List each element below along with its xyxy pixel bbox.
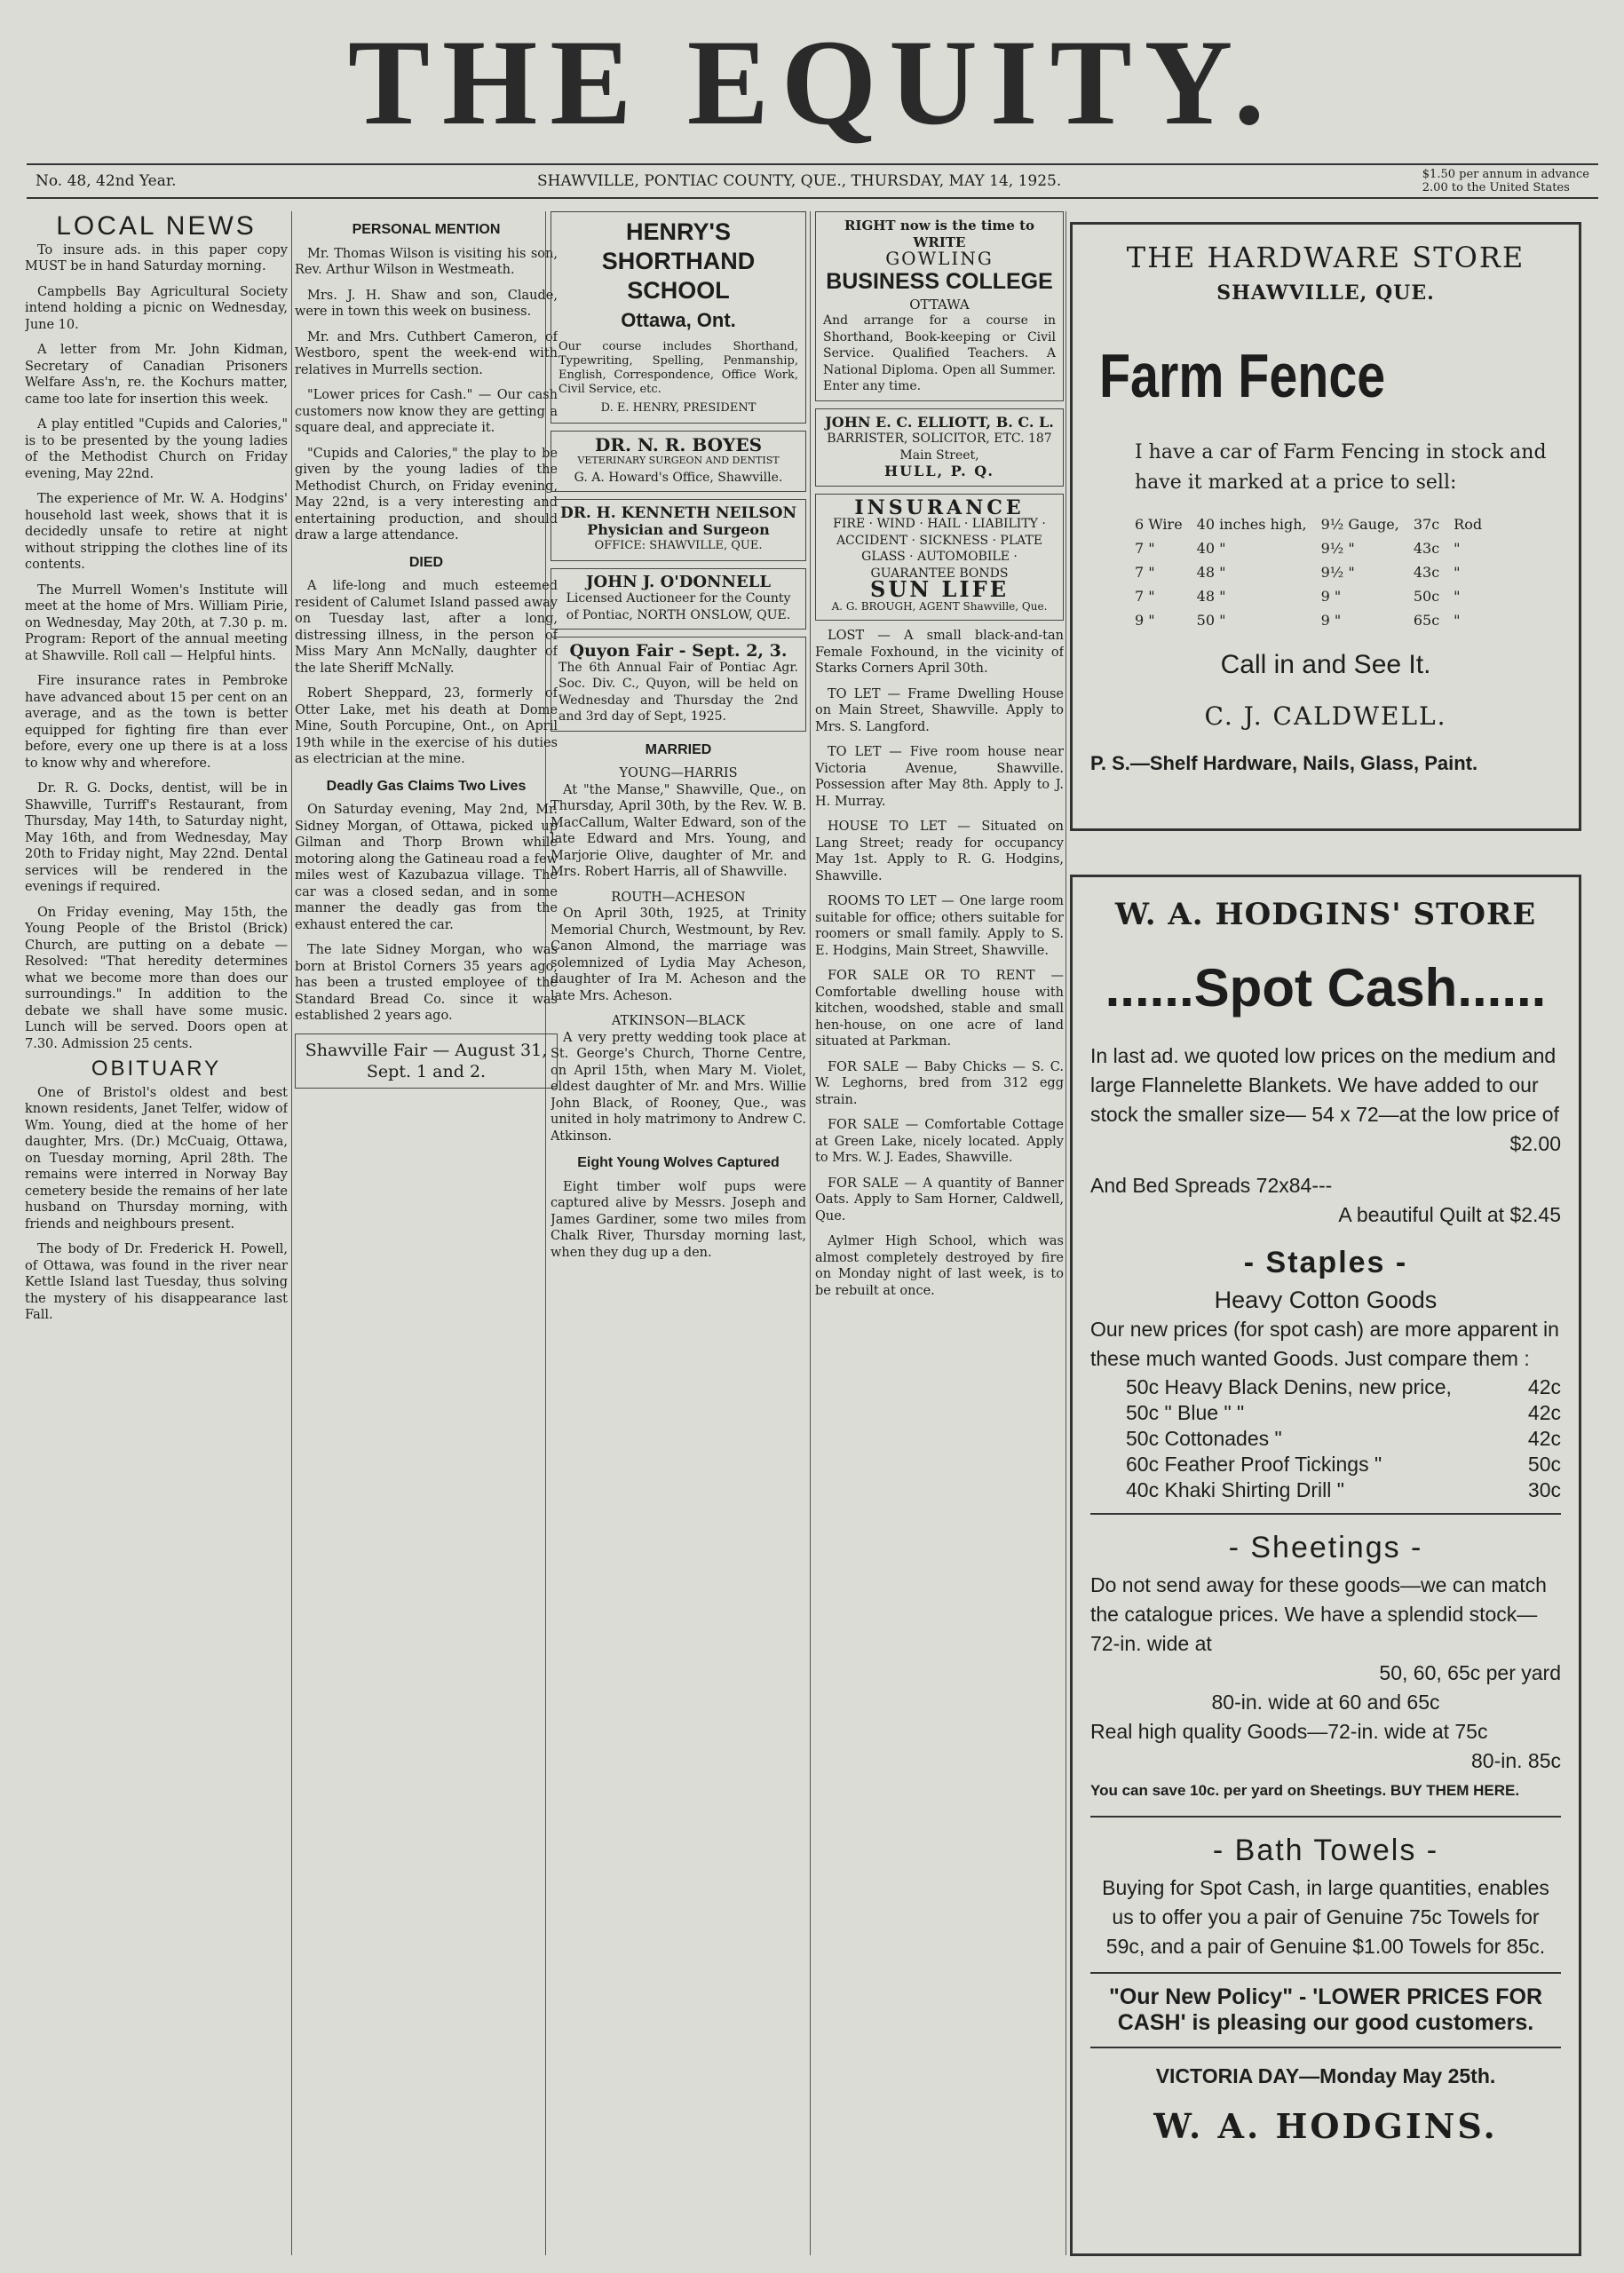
goods-name: 60c Feather Proof Tickings " — [1126, 1453, 1382, 1476]
fence-row — [1135, 536, 1496, 560]
hardware-store-ad — [1070, 222, 1581, 831]
issue-number: No. 48, 42nd Year. — [36, 172, 177, 190]
fence-cell: Rod — [1454, 516, 1483, 533]
henrys-shorthand-ad — [551, 211, 806, 424]
fence-cell: 48 " — [1196, 564, 1226, 581]
henry-title: HENRY'S — [626, 218, 731, 245]
article-paragraph: Dr. R. G. Docks, dentist, will be in Shawville, Turriff's Restaurant, from Thursday, May 14th, to Saturday night, May 16th, and from Wednesday, May 20th to Friday night, May 22nd. Dental services will be rendered in the evenings if required. — [25, 781, 288, 894]
gowling-tagline: RIGHT now is the time to WRITE — [844, 218, 1035, 250]
goods-name: 50c " Blue " " — [1126, 1401, 1245, 1424]
goods-item — [1126, 1375, 1561, 1399]
neilson-name: DR. H. KENNETH NEILSON — [559, 504, 797, 522]
column-cards — [551, 211, 806, 2255]
column-rule — [291, 211, 292, 2255]
fence-cell: 43c — [1413, 540, 1440, 557]
sheeting-price: 50, 60, 65c per yard — [1379, 1661, 1561, 1684]
fence-cell: 9 " — [1320, 612, 1342, 629]
article-paragraph: A life-long and much esteemed resident of Calumet Island passed away on Tuesday last, after a long, distressing illness, in the person of Miss Mary Ann McNally, daughter of the late Sheriff McNally. — [295, 579, 558, 676]
cotton-goods-subheading: Heavy Cotton Goods — [1214, 1287, 1438, 1313]
neilson-office: OFFICE: SHAWVILLE, QUE. — [594, 539, 763, 552]
new-policy-text: "Our New Policy" - 'LOWER PRICES FOR CASH' is pleasing our good customers. — [1108, 1984, 1543, 2035]
fence-row — [1135, 512, 1496, 536]
gas-article-heading: Deadly Gas Claims Two Lives — [326, 778, 527, 794]
goods-item — [1126, 1453, 1561, 1477]
hardware-postscript: P. S.—Shelf Hardware, Nails, Glass, Paint. — [1090, 752, 1478, 774]
quyon-body: The 6th Annual Fair of Pontiac Agr. Soc. Div. C., Quyon, will be held on Wednesday and Thursday the 2nd and 3rd day of Sept, 1925. — [558, 660, 798, 724]
article-paragraph: Campbells Bay Agricultural Society intend holding a picnic on Wednesday, June 10. — [25, 284, 288, 332]
neilson-card — [551, 499, 806, 561]
goods-item — [1126, 1401, 1561, 1425]
goods-name: 40c Khaki Shirting Drill " — [1126, 1478, 1344, 1501]
quyon-title: Quyon Fair - Sept. 2, 3. — [569, 641, 788, 661]
classified-ad: FOR SALE — Comfortable Cottage at Green Lake, nicely located. Apply to Mrs. W. J. Eades, Shawville. — [815, 1118, 1064, 1165]
classified-ad: TO LET — Five room house near Victoria Avenue, Shawville. Possession after May 8th. Apply to J. H. Murray. — [815, 745, 1064, 809]
fence-cell: 37c — [1413, 516, 1440, 533]
staples-text: Our new prices (for spot cash) are more apparent in these much wanted Goods. Just compare them : — [1090, 1318, 1559, 1370]
article-paragraph: A letter from Mr. John Kidman, Secretary of Canadian Prisoners Welfare Ass'n, re. the Kochurs matter, came too late for insertion this week. — [25, 343, 288, 407]
fence-cell: 7 " — [1135, 540, 1155, 557]
blankets-text: In last ad. we quoted low prices on the medium and large Flannelette Blankets. We have added to our stock the smaller size— 54 x 72—at the low price of — [1090, 1044, 1559, 1126]
towels-heading: - Bath Towels - — [1212, 1833, 1439, 1867]
fence-cell: 7 " — [1135, 564, 1155, 581]
classified-ad: FOR SALE OR TO RENT — Comfortable dwelling house with kitchen, woodshed, stable and small hen-house, on one acre of land situated at Parkman. — [815, 969, 1064, 1049]
odonnell-card — [551, 568, 806, 630]
article-paragraph: On Saturday evening, May 2nd, Mr. Sidney Morgan, of Ottawa, picked up Gilman and Thorp Brown while motoring along the Gatineau road a few miles west of Kazubazua village. The car was a closed sedan, and in some manner the deadly gas from the exhaust entered the car. — [295, 803, 558, 932]
article-paragraph: The body of Dr. Frederick H. Powell, of Ottawa, was found in the river near Kettle Island last Tuesday, thus solving the mystery of his disappearance last Fall. — [25, 1242, 288, 1322]
fence-cell: 50 " — [1196, 612, 1226, 629]
henry-city: Ottawa, Ont. — [621, 309, 736, 331]
sunlife-agent: A. G. BROUGH, AGENT Shawville, Que. — [831, 599, 1048, 613]
fence-cell: 40 " — [1196, 540, 1226, 557]
goods-price: 42c — [1527, 1401, 1561, 1424]
goods-price: 30c — [1527, 1478, 1561, 1501]
fence-cell: " — [1454, 588, 1461, 605]
hardware-place: SHAWVILLE, QUE. — [1216, 281, 1435, 305]
fence-row — [1135, 560, 1496, 584]
boyes-name: DR. N. R. BOYES — [594, 433, 763, 455]
odonnell-desc: Licensed Auctioneer for the County of Pontiac, NORTH ONSLOW, QUE. — [566, 591, 791, 622]
call-in-text: Call in and See It. — [1220, 650, 1431, 679]
article-paragraph: On Friday evening, May 15th, the Young People of the Bristol (Brick) Church, are putting on a debate — Resolved: "That heredity determines what we become more than does our surroundings." In addition to the debate we shall have some music. Lunch will be served. Doors open at 7.30. Admission 25 cents. — [25, 905, 288, 1051]
gowling-city: OTTAWA — [909, 296, 970, 313]
local-news-heading: LOCAL NEWS — [56, 211, 257, 241]
classified-ad: LOST — A small black-and-tan Female Foxhound, in the vicinity of Starks Corners April 30th. — [815, 629, 1064, 676]
goods-name: 50c Heavy Black Denins, new price, — [1126, 1375, 1452, 1398]
article-paragraph: A very pretty wedding took place at St. George's Church, Thorne Centre, on April 15th, when Mary M. Violet, eldest daughter of Mr. and Mrs. Willie John Black, of Rooney, Que., was united in holy matrimony to Andrew C. Atkinson. — [551, 1030, 806, 1144]
henry-body: Our course includes Shorthand, Typewriting, Spelling, Penmanship, English, Correspondence, Office Work, Civil Service, etc. — [558, 340, 798, 396]
sunlife-name: SUN LIFE — [870, 576, 1009, 602]
goods-price: 50c — [1527, 1453, 1561, 1476]
fence-cell: 9½ " — [1320, 564, 1355, 581]
column-rule — [810, 211, 811, 2255]
cotton-goods-list — [1073, 1375, 1579, 1502]
article-paragraph: To insure ads. in this paper copy MUST be in hand Saturday morning. — [25, 242, 288, 273]
goods-name: 50c Cottonades " — [1126, 1427, 1282, 1450]
column-local-news — [25, 211, 288, 2255]
fence-cell: 48 " — [1196, 588, 1226, 605]
towels-text: Buying for Spot Cash, in large quantities, enables us to offer you a pair of Genuine 75c Towels for 59c, and a pair of Genuine $1.00 Towels for 85c. — [1102, 1876, 1549, 1958]
masthead-title: THE EQUITY. — [347, 14, 1278, 150]
article-paragraph: A play entitled "Cupids and Calories," is to be presented by the young ladies of the Methodist Church on Friday evening, May 22nd. — [25, 417, 288, 481]
insurance-list: FIRE · WIND · HAIL · LIABILITY · ACCIDENT · SICKNESS · PLATE GLASS · AUTOMOBILE · GUARANTEE BONDS — [833, 517, 1046, 581]
boyes-office: G. A. Howard's Office, Shawville. — [574, 470, 783, 485]
goods-item — [1126, 1478, 1561, 1502]
fence-row — [1135, 584, 1496, 608]
article-paragraph: Robert Sheppard, 23, formerly of Otter Lake, met his death at Dome Mine, South Porcupine, Ont., on April 19th while in the exercise of his duties as electrician at the mine. — [295, 686, 558, 766]
farm-fence-headline: Farm Fence — [1099, 341, 1386, 410]
fence-cell: 50c — [1413, 588, 1440, 605]
article-paragraph: Mr. Thomas Wilson is visiting his son, Rev. Arthur Wilson in Westmeath. — [295, 246, 558, 277]
fence-cell: 40 inches high, — [1196, 516, 1307, 533]
column-personal-mention — [295, 211, 558, 2255]
boyes-title: VETERINARY SURGEON AND DENTIST — [577, 455, 780, 466]
sheetings-saving: You can save 10c. per yard on Sheetings. BUY THEM HERE. — [1090, 1782, 1520, 1799]
classified-ad: FOR SALE — A quantity of Banner Oats. Apply to Sam Horner, Caldwell, Que. — [815, 1176, 1064, 1224]
bedspreads-line: And Bed Spreads 72x84--- — [1090, 1174, 1333, 1197]
fence-row — [1135, 608, 1496, 632]
wedding-heading: YOUNG—HARRIS — [619, 766, 738, 780]
fence-cell: " — [1454, 564, 1461, 581]
article-paragraph: The late Sidney Morgan, who was born at Bristol Corners 35 years ago, has been a trusted employee of the Standard Bread Co. since it was established 2 years ago. — [295, 943, 558, 1023]
gowling-body: And arrange for a course in Shorthand, Book-keeping or Civil Service. Qualified Teachers. A National Diploma. Open all Summer. Enter any time. — [823, 313, 1056, 393]
price-us: 2.00 to the United States — [1422, 181, 1570, 194]
fence-cell: 9 " — [1320, 588, 1342, 605]
divider — [1090, 1513, 1561, 1515]
odonnell-name: JOHN J. O'DONNELL — [586, 572, 771, 591]
price-canada: $1.50 per annum in advance — [1422, 168, 1589, 181]
hardware-title: THE HARDWARE STORE — [1126, 241, 1525, 274]
fence-cell: " — [1454, 540, 1461, 557]
obituary-heading: OBITUARY — [91, 1057, 222, 1081]
elliott-card — [815, 408, 1064, 487]
place-date: SHAWVILLE, PONTIAC COUNTY, QUE., THURSDAY, MAY 14, 1925. — [537, 172, 1062, 190]
quilt-price: A beautiful Quilt at $2.45 — [1338, 1203, 1561, 1226]
article-paragraph: "Cupids and Calories," the play to be given by the young ladies of the Methodist Church, on Friday evening, May 22nd, is a very interesting and entertaining production, and should draw a large attendance. — [295, 446, 558, 543]
gowling-ad — [815, 211, 1064, 401]
column-ads-classifieds — [815, 211, 1064, 2255]
sheeting-price: 80-in. wide at 60 and 65c — [1211, 1691, 1440, 1714]
fence-price-table — [1135, 512, 1496, 632]
elliott-name: JOHN E. C. ELLIOTT, B. C. L. — [825, 413, 1054, 431]
article-paragraph: Fire insurance rates in Pembroke have advanced about 15 per cent on an average, and as the town is better equipped for fighting fire than ever before, every one up there is at a loss to know why and wherefore. — [25, 674, 288, 771]
fence-description: I have a car of Farm Fencing in stock and have it marked at a price to sell: — [1135, 441, 1547, 494]
victoria-day-notice: VICTORIA DAY—Monday May 25th. — [1155, 2064, 1496, 2087]
hodgins-title: W. A. HODGINS' STORE — [1114, 897, 1537, 932]
elliott-title: BARRISTER, SOLICITOR, ETC. 187 Main Street, — [827, 432, 1052, 463]
classified-ad: HOUSE TO LET — Situated on Lang Street; ready for occupancy May 1st. Apply to R. G. Hodgins, Shawville. — [815, 820, 1064, 883]
hodgins-store-ad — [1070, 875, 1581, 2256]
fence-cell: " — [1454, 612, 1461, 629]
personal-mention-heading: PERSONAL MENTION — [352, 222, 501, 237]
article-paragraph: On April 30th, 1925, at Trinity Memorial Church, Westmount, by Rev. Canon Almond, the marriage was solemnized of Lydia May Acheson, daughter of Ira M. Acheson and the late Mrs. Acheson. — [551, 907, 806, 1003]
article-paragraph: One of Bristol's oldest and best known residents, Janet Telfer, widow of Wm. Young, died at the home of her daughter, Mrs. (Dr.) McCuaig, Ottawa, on Tuesday morning, April 28th. The remains were interred in Norway Bay cemetery beside the remains of her late husband on Thursday morning, with friends and neighbours present. — [25, 1085, 288, 1232]
article-paragraph: Aylmer High School, which was almost completely destroyed by fire on Monday night of last week, is to be rebuilt at once. — [815, 1234, 1064, 1298]
caldwell-signature: C. J. CALDWELL. — [1204, 701, 1447, 731]
dateline — [27, 163, 1598, 199]
gowling-college: BUSINESS COLLEGE — [826, 268, 1053, 294]
married-heading: MARRIED — [645, 741, 712, 757]
fence-cell: 6 Wire — [1135, 516, 1183, 533]
sheetings-text: Do not send away for these goods—we can match the catalogue prices. We have a splendid stock—72-in. wide at — [1090, 1573, 1547, 1655]
article-paragraph: "Lower prices for Cash." — Our cash customers now know they are getting a square deal, and appreciate it. — [295, 388, 558, 435]
fence-cell: 9½ Gauge, — [1320, 516, 1399, 533]
insurance-ad — [815, 494, 1064, 622]
fence-cell: 65c — [1413, 612, 1440, 629]
died-heading: DIED — [408, 554, 444, 570]
hodgins-signature: W. A. HODGINS. — [1153, 2106, 1498, 2146]
divider — [1090, 1816, 1561, 1818]
spot-cash-headline: ......Spot Cash...... — [1105, 958, 1547, 1018]
goods-item — [1126, 1427, 1561, 1451]
fence-cell: 43c — [1413, 564, 1440, 581]
boyes-card — [551, 431, 806, 493]
elliott-city: HULL, P. Q. — [884, 463, 994, 479]
divider — [1090, 2047, 1561, 2048]
divider — [1090, 1972, 1561, 1974]
sheetings-heading: - Sheetings - — [1228, 1531, 1423, 1564]
subscription-price — [1422, 168, 1589, 194]
shawville-fair-notice: Shawville Fair — August 31, Sept. 1 and 2. — [295, 1034, 558, 1089]
sheeting-price: Real high quality Goods—72-in. wide at 75c — [1090, 1720, 1488, 1743]
classified-ad: ROOMS TO LET — One large room suitable for office; others suitable for roomers or small family. Apply to S. E. Hodgins, Main Street, Shawville. — [815, 894, 1064, 958]
article-paragraph: The experience of Mr. W. A. Hodgins' household last week, shows that it is decidedly unsafe to retire at night without stripping the clothes line of its contents. — [25, 492, 288, 572]
henry-subtitle: SHORTHAND SCHOOL — [601, 248, 756, 304]
quyon-fair-notice — [551, 637, 806, 732]
fence-cell: 7 " — [1135, 588, 1155, 605]
staples-heading: - Staples - — [1243, 1246, 1408, 1279]
classified-ad: FOR SALE — Baby Chicks — S. C. W. Leghorns, bred from 312 egg strain. — [815, 1059, 1064, 1107]
wedding-heading: ATKINSON—BLACK — [611, 1014, 746, 1028]
gowling-name: GOWLING — [885, 248, 994, 269]
neilson-title: Physician and Surgeon — [587, 520, 770, 538]
wolves-heading: Eight Young Wolves Captured — [577, 1155, 780, 1170]
article-paragraph: The Murrell Women's Institute will meet at the home of Mrs. William Pirie, on Wednesday, May 20th, at 7.30 p. m. Program: Report of the annual meeting at Shawville. Roll call — Helpful hints. — [25, 582, 288, 663]
article-paragraph: At "the Manse," Shawville, Que., on Thursday, April 30th, by the Rev. W. B. MacCallum, Walter Edward, son of the late Edward and Mrs. Young, and Marjorie Olive, daughter of Mr. and Mrs. Robert Harris, all of Shawville. — [551, 782, 806, 879]
insurance-heading: INSURANCE — [854, 495, 1025, 519]
article-paragraph: Mr. and Mrs. Cuthbert Cameron, of Westboro, spent the week-end with relatives in Murrells section. — [295, 329, 558, 377]
fence-cell: 9½ " — [1320, 540, 1355, 557]
article-paragraph: Mrs. J. H. Shaw and son, Claude, were in town this week on business. — [295, 288, 558, 319]
goods-price: 42c — [1527, 1375, 1561, 1398]
henry-president: D. E. HENRY, PRESIDENT — [600, 401, 757, 415]
article-paragraph: Eight timber wolf pups were captured alive by Messrs. Joseph and James Gardiner, some two miles from Chalk River, Thursday morning last, when they dug up a den. — [551, 1179, 806, 1260]
goods-price: 42c — [1527, 1427, 1561, 1450]
wedding-heading: ROUTH—ACHESON — [611, 890, 746, 905]
classified-ad: TO LET — Frame Dwelling House on Main Street, Shawville. Apply to Mrs. S. Langford. — [815, 686, 1064, 734]
fence-cell: 9 " — [1135, 612, 1155, 629]
sheeting-price: 80-in. 85c — [1470, 1749, 1561, 1772]
blanket-price: $2.00 — [1509, 1132, 1561, 1155]
